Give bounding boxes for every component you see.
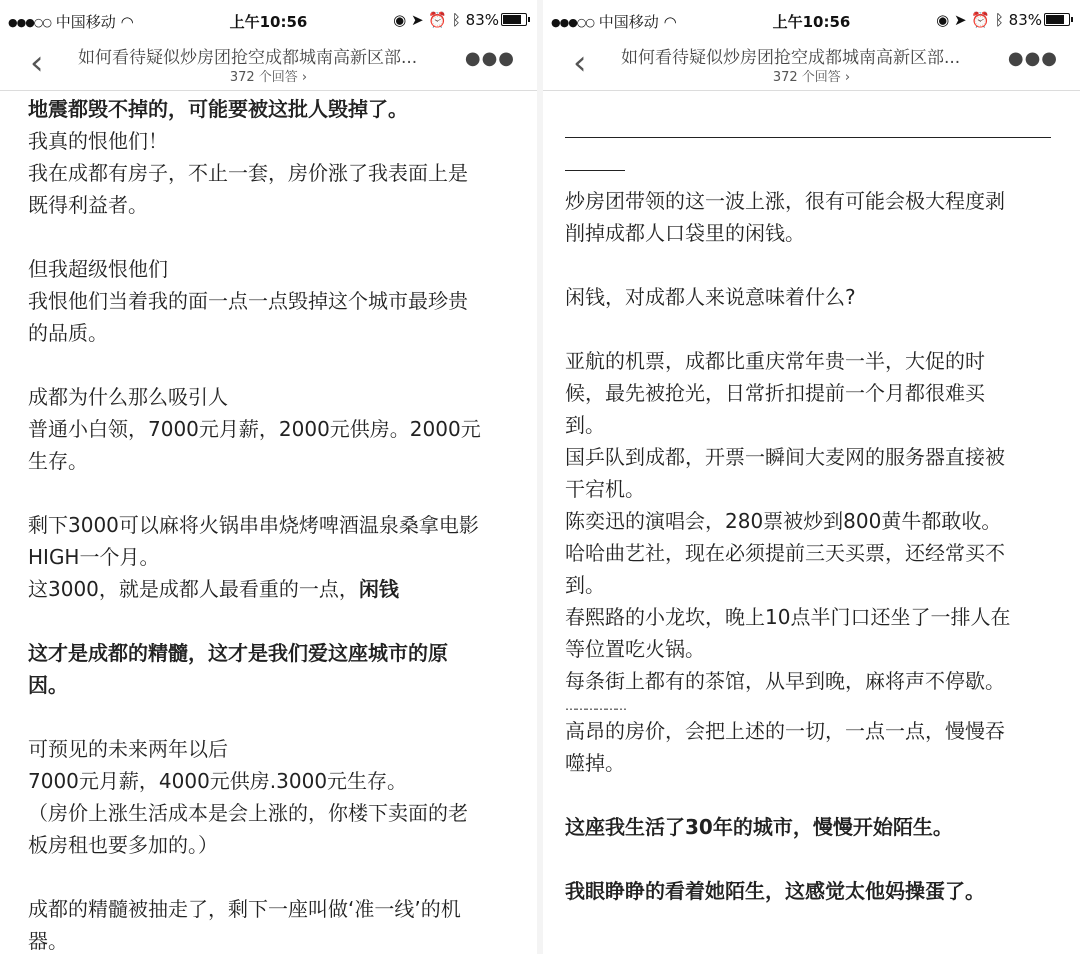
paragraph-line: 成都的精髓被抽走了，剩下一座叫做‘准一线’的机 <box>28 897 461 921</box>
alarm-icon: ⏰ <box>971 11 991 29</box>
paragraph-line: 每条街上都有的茶馆，从早到晚，麻将声不停歇。 <box>565 669 1005 693</box>
battery-icon <box>1044 13 1070 26</box>
paragraph-line: 板房租也要多加的。） <box>28 833 218 857</box>
paragraph-line: 既得利益者。 <box>28 193 148 217</box>
location-icon: ➤ <box>411 11 424 29</box>
clock: 上午10:56 <box>772 13 851 31</box>
paragraph-line: 地震都毁不掉的，可能要被这批人毁掉了。 <box>28 97 408 121</box>
paragraph-line: 成都为什么那么吸引人 <box>28 385 228 409</box>
answer-body <box>0 91 537 954</box>
paragraph-line: 高昂的房价，会把上述的一切，一点一点，慢慢吞 <box>565 719 1005 743</box>
paragraph-line: 这座我生活了30年的城市，慢慢开始陌生。 <box>565 815 953 839</box>
paragraph-line: 春熙路的小龙坎，晚上10点半门口还坐了一排人在 <box>565 605 1011 629</box>
paragraph-line: 等位置吃火锅。 <box>565 637 705 661</box>
signal-icon: ●●●○○ <box>8 16 51 29</box>
paragraph-line: 因。 <box>28 673 68 697</box>
paragraph-line: HIGH一个月。 <box>28 545 160 569</box>
question-title[interactable]: 如何看待疑似炒房团抢空成都城南高新区部... <box>78 48 418 68</box>
paragraph-line: 亚航的机票，成都比重庆常年贵一半，大促的时 <box>565 349 985 373</box>
orientation-lock-icon: ◉ <box>393 11 407 29</box>
paragraph-line: 这3000，就是成都人最看重的一点，闲钱 <box>28 577 399 601</box>
more-icon[interactable]: ●●● <box>1007 48 1058 69</box>
left-screen <box>0 0 537 954</box>
back-chevron-icon[interactable]: ‹ <box>573 43 587 83</box>
back-chevron-icon[interactable]: ‹ <box>30 43 44 83</box>
more-icon[interactable]: ●●● <box>464 48 515 69</box>
alarm-icon: ⏰ <box>428 11 448 29</box>
carrier-label: 中国移动 <box>598 13 659 31</box>
status-bar <box>0 0 537 40</box>
ellipsis-line: ……………… <box>565 699 625 713</box>
paragraph-line: 陈奕迅的演唱会，280票被炒到800黄牛都敢收。 <box>565 509 1002 533</box>
right-screen <box>543 0 1080 954</box>
paragraph-line: 这才是成都的精髓，这才是我们爱这座城市的原 <box>28 641 448 665</box>
paragraph-line: 到。 <box>565 413 605 437</box>
paragraph-line: 哈哈曲艺社，现在必须提前三天买票，还经常买不 <box>565 541 1005 565</box>
nav-bar <box>543 40 1080 91</box>
paragraph-line: 我眼睁睁的看着她陌生，这感觉太他妈操蛋了。 <box>565 879 985 903</box>
paragraph-line: 到。 <box>565 573 605 597</box>
divider-line <box>565 137 1051 138</box>
paragraph-line: 闲钱，对成都人来说意味着什么? <box>565 285 856 309</box>
paragraph-line: 7000元月薪，4000元供房.3000元生存。 <box>28 769 408 793</box>
wifi-icon: ◠ <box>120 13 134 31</box>
paragraph-line: 干宕机。 <box>565 477 645 501</box>
orientation-lock-icon: ◉ <box>936 11 950 29</box>
paragraph-line: 普通小白领，7000元月薪，2000元供房。2000元 <box>28 417 481 441</box>
paragraph-line: 噬掉。 <box>565 751 625 775</box>
signal-icon: ●●●○○ <box>551 16 594 29</box>
divider-line-short <box>565 170 625 171</box>
answer-count-link[interactable]: 372 个回答 › <box>229 70 308 85</box>
paragraph-line: （房价上涨生活成本是会上涨的，你楼下卖面的老 <box>28 801 468 825</box>
paragraph-line: 我真的恨他们！ <box>28 129 168 153</box>
battery-icon <box>501 13 527 26</box>
paragraph-line: 生存。 <box>28 449 88 473</box>
paragraph-line: 的品质。 <box>28 321 108 345</box>
bluetooth-icon: ᛒ <box>994 11 1004 29</box>
paragraph-line: 剩下3000可以麻将火锅串串烧烤啤酒温泉桑拿电影 <box>28 513 479 537</box>
battery-percent: 83% <box>465 11 499 29</box>
paragraph-line: 候，最先被抢光，日常折扣提前一个月都很难买 <box>565 381 985 405</box>
idle-money-emphasis: 闲钱 <box>358 577 399 601</box>
answer-body <box>543 137 1080 907</box>
question-title[interactable]: 如何看待疑似炒房团抢空成都城南高新区部... <box>621 48 961 68</box>
battery-percent: 83% <box>1008 11 1042 29</box>
answer-count-link[interactable]: 372 个回答 › <box>772 70 851 85</box>
nav-bar <box>0 40 537 91</box>
paragraph-line: 削掉成都人口袋里的闲钱。 <box>565 221 805 245</box>
paragraph-line: 炒房团带领的这一波上涨，很有可能会极大程度剥 <box>565 189 1005 213</box>
location-icon: ➤ <box>954 11 967 29</box>
paragraph-line: 可预见的未来两年以后 <box>28 737 228 761</box>
wifi-icon: ◠ <box>663 13 677 31</box>
paragraph-line: 但我超级恨他们 <box>28 257 168 281</box>
paragraph-line: 我在成都有房子，不止一套，房价涨了我表面上是 <box>28 161 468 185</box>
clock: 上午10:56 <box>229 13 308 31</box>
carrier-label: 中国移动 <box>55 13 116 31</box>
paragraph-line: 我恨他们当着我的面一点一点毁掉这个城市最珍贵 <box>28 289 468 313</box>
paragraph-line: 国乒队到成都，开票一瞬间大麦网的服务器直接被 <box>565 445 1005 469</box>
paragraph-line: 器。 <box>28 929 68 953</box>
status-bar <box>543 0 1080 40</box>
bluetooth-icon: ᛒ <box>451 11 461 29</box>
